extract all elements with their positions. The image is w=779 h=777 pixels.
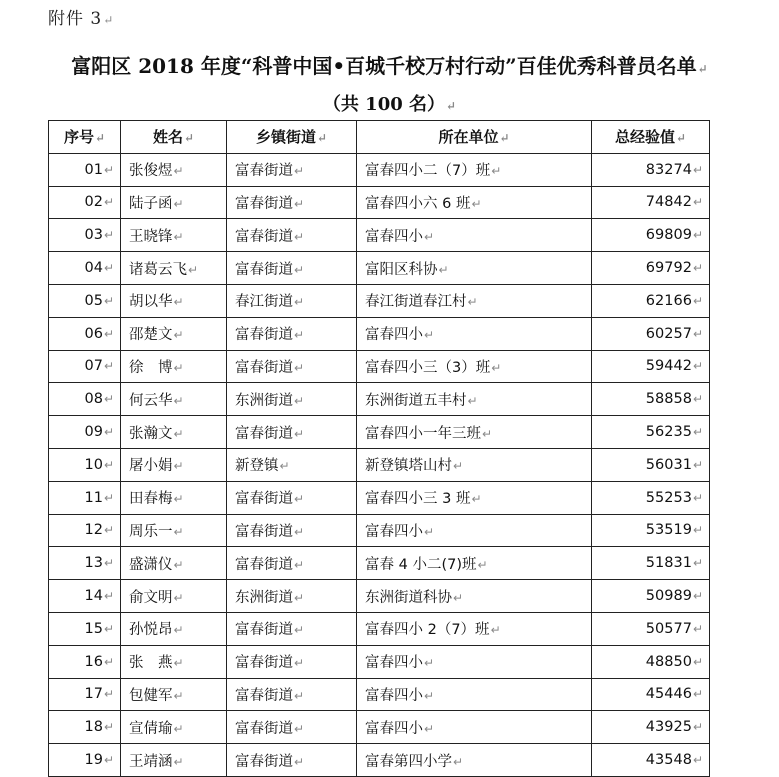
cell-town-text: 东洲街道 (235, 589, 293, 606)
cell-number: 16↵ (49, 645, 121, 678)
cell-name-text: 田春梅 (129, 491, 173, 508)
cell-score: 55253↵ (592, 481, 710, 514)
cell-town: 富春街道↵ (227, 153, 357, 186)
table-row (49, 317, 710, 350)
table-row (49, 153, 710, 186)
cell-number: 12↵ (49, 514, 121, 547)
cell-score-text: 43925 (645, 719, 692, 736)
cell-unit: 富春四小 2（7）班↵ (357, 612, 592, 645)
cell-score-text: 45446 (645, 686, 692, 703)
cell-number-text: 04 (84, 260, 103, 277)
cell-score-text: 60257 (645, 325, 692, 342)
cell-town-text: 富春街道 (235, 327, 293, 344)
cell-town: 富春街道↵ (227, 219, 357, 252)
cell-town-text: 富春街道 (235, 228, 293, 245)
cell-name-text: 包健军 (129, 687, 173, 704)
cell-number: 19↵ (49, 744, 121, 777)
header-name: 姓名↵ (121, 121, 227, 154)
cell-name: 周乐一↵ (121, 514, 227, 547)
cell-unit-text: 东洲街道科协 (365, 589, 452, 606)
cell-town-text: 富春街道 (235, 720, 293, 737)
cell-score: 69809↵ (592, 219, 710, 252)
cell-name: 屠小娟↵ (121, 448, 227, 481)
cell-number-text: 07 (84, 358, 103, 375)
cell-number-text: 15 (84, 620, 103, 637)
document-subtitle: （共 100 名）↵ (322, 94, 457, 115)
cell-number-text: 13 (84, 555, 103, 572)
cell-score-text: 69792 (645, 260, 692, 277)
cell-name: 张俊煜↵ (121, 153, 227, 186)
cell-town: 富春街道↵ (227, 678, 357, 711)
cell-number: 13↵ (49, 547, 121, 580)
cell-name-text: 诸葛云飞 (129, 261, 187, 278)
cell-town: 富春街道↵ (227, 547, 357, 580)
cell-name: 包健军↵ (121, 678, 227, 711)
cell-name: 张 燕↵ (121, 645, 227, 678)
cell-number: 07↵ (49, 350, 121, 383)
cell-town-text: 富春街道 (235, 261, 293, 278)
cell-score: 50577↵ (592, 612, 710, 645)
cell-number: 04↵ (49, 252, 121, 285)
cell-town: 富春街道↵ (227, 514, 357, 547)
cell-number: 10↵ (49, 448, 121, 481)
cell-number: 08↵ (49, 383, 121, 416)
cell-name-text: 屠小娟 (129, 458, 173, 475)
cell-number-text: 14 (84, 588, 103, 605)
cell-name-text: 张俊煜 (129, 163, 173, 180)
cell-name-text: 张瀚文 (129, 425, 173, 442)
cell-unit-text: 富春四小 (365, 720, 423, 737)
cell-town-text: 春江街道 (235, 294, 293, 311)
cell-name-text: 邵楚文 (129, 327, 173, 344)
cell-name: 张瀚文↵ (121, 416, 227, 449)
cell-town: 富春街道↵ (227, 481, 357, 514)
honor-roll-table (48, 120, 710, 777)
cell-number: 17↵ (49, 678, 121, 711)
cell-name: 邵楚文↵ (121, 317, 227, 350)
cell-score-text: 56031 (645, 456, 692, 473)
cell-score: 62166↵ (592, 284, 710, 317)
annex-label: 附件 3↵ (48, 9, 115, 29)
cell-score: 60257↵ (592, 317, 710, 350)
header-number: 序号↵ (49, 121, 121, 154)
cell-score: 43548↵ (592, 744, 710, 777)
cell-name: 宣倩瑜↵ (121, 711, 227, 744)
table-row (49, 744, 710, 777)
cell-unit: 富阳区科协↵ (357, 252, 592, 285)
cell-number: 15↵ (49, 612, 121, 645)
cell-score-text: 43548 (645, 752, 692, 769)
table-row (49, 448, 710, 481)
cell-unit: 东洲街道五丰村↵ (357, 383, 592, 416)
cell-name: 王靖涵↵ (121, 744, 227, 777)
cell-town-text: 东洲街道 (235, 392, 293, 409)
cell-score-text: 69809 (645, 227, 692, 244)
cell-name: 陆子函↵ (121, 186, 227, 219)
cell-unit: 富春第四小学↵ (357, 744, 592, 777)
cell-score: 51831↵ (592, 547, 710, 580)
cell-unit: 富春四小六 6 班↵ (357, 186, 592, 219)
cell-town: 东洲街道↵ (227, 580, 357, 613)
cell-name: 孙悦昂↵ (121, 612, 227, 645)
cell-score: 56031↵ (592, 448, 710, 481)
cell-town: 富春街道↵ (227, 350, 357, 383)
cell-town-text: 富春街道 (235, 195, 293, 212)
cell-score-text: 48850 (645, 653, 692, 670)
cell-score-text: 53519 (645, 522, 692, 539)
cell-score: 59442↵ (592, 350, 710, 383)
cell-number-text: 09 (84, 424, 103, 441)
cell-unit: 富春四小三（3）班↵ (357, 350, 592, 383)
cell-score: 53519↵ (592, 514, 710, 547)
cell-unit: 富春四小↵ (357, 711, 592, 744)
cell-score-text: 51831 (645, 555, 692, 572)
cell-town: 富春街道↵ (227, 186, 357, 219)
table-header-row (49, 121, 710, 154)
cell-number-text: 16 (84, 653, 103, 670)
cell-unit-text: 富春四小 2（7）班 (365, 622, 490, 639)
cell-town-text: 富春街道 (235, 556, 293, 573)
cell-number-text: 05 (84, 292, 103, 309)
cell-unit-text: 富春四小六 6 班 (365, 195, 471, 212)
cell-number-text: 12 (84, 522, 103, 539)
cell-town-text: 富春街道 (235, 687, 293, 704)
cell-number: 11↵ (49, 481, 121, 514)
cell-score: 43925↵ (592, 711, 710, 744)
cell-unit-text: 富春四小一年三班 (365, 425, 481, 442)
cell-number: 02↵ (49, 186, 121, 219)
cell-number-text: 19 (84, 752, 103, 769)
cell-name-text: 周乐一 (129, 523, 173, 540)
cell-name-text: 陆子函 (129, 195, 173, 212)
cell-unit: 富春四小↵ (357, 219, 592, 252)
table-row (49, 678, 710, 711)
cell-score-text: 59442 (645, 358, 692, 375)
cell-number-text: 18 (84, 719, 103, 736)
cell-number-text: 01 (84, 161, 103, 178)
cell-unit: 富春四小↵ (357, 317, 592, 350)
cell-name-text: 何云华 (129, 392, 173, 409)
cell-unit-text: 富春四小三 3 班 (365, 491, 471, 508)
cell-unit-text: 富春四小 (365, 687, 423, 704)
table-row (49, 580, 710, 613)
cell-number: 05↵ (49, 284, 121, 317)
cell-name-text: 孙悦昂 (129, 622, 173, 639)
cell-town-text: 新登镇 (235, 458, 279, 475)
cell-unit: 富春四小一年三班↵ (357, 416, 592, 449)
cell-town-text: 富春街道 (235, 523, 293, 540)
table-row (49, 252, 710, 285)
cell-score-text: 50989 (645, 588, 692, 605)
cell-unit: 新登镇塔山村↵ (357, 448, 592, 481)
cell-number-text: 11 (84, 489, 103, 506)
cell-town-text: 富春街道 (235, 359, 293, 376)
cell-town-text: 富春街道 (235, 163, 293, 180)
cell-unit-text: 东洲街道五丰村 (365, 392, 467, 409)
cell-name-text: 徐 博 (129, 359, 173, 376)
cell-name-text: 俞文明 (129, 589, 173, 606)
cell-number-text: 02 (84, 194, 103, 211)
cell-score-text: 50577 (645, 620, 692, 637)
cell-unit: 富春四小二（7）班↵ (357, 153, 592, 186)
table-row (49, 514, 710, 547)
cell-name: 王晓锋↵ (121, 219, 227, 252)
table-row (49, 547, 710, 580)
cell-town: 春江街道↵ (227, 284, 357, 317)
cell-name: 何云华↵ (121, 383, 227, 416)
cell-name-text: 张 燕 (129, 655, 173, 672)
table-row (49, 350, 710, 383)
cell-unit: 春江街道春江村↵ (357, 284, 592, 317)
cell-name-text: 宣倩瑜 (129, 720, 173, 737)
cell-name: 俞文明↵ (121, 580, 227, 613)
cell-unit-text: 富春四小 (365, 523, 423, 540)
cell-town: 富春街道↵ (227, 711, 357, 744)
cell-name-text: 王晓锋 (129, 228, 173, 245)
cell-unit-text: 富春四小二（7）班 (365, 163, 491, 180)
cell-name: 徐 博↵ (121, 350, 227, 383)
cell-number-text: 17 (84, 686, 103, 703)
cell-unit-text: 富春 4 小二(7)班 (365, 556, 477, 573)
cell-unit: 富春四小↵ (357, 645, 592, 678)
cell-score: 69792↵ (592, 252, 710, 285)
header-unit: 所在单位↵ (357, 121, 592, 154)
cell-number: 03↵ (49, 219, 121, 252)
cell-town-text: 富春街道 (235, 622, 293, 639)
cell-unit-text: 富春四小 (365, 655, 423, 672)
table-row (49, 612, 710, 645)
cell-name: 田春梅↵ (121, 481, 227, 514)
cell-unit-text: 富阳区科协 (365, 261, 438, 278)
cell-town: 东洲街道↵ (227, 383, 357, 416)
cell-unit-text: 富春四小 (365, 228, 423, 245)
cell-name-text: 王靖涵 (129, 753, 173, 770)
cell-number: 09↵ (49, 416, 121, 449)
cell-number: 06↵ (49, 317, 121, 350)
table-row (49, 481, 710, 514)
cell-name-text: 盛潇仪 (129, 556, 173, 573)
cell-unit: 东洲街道科协↵ (357, 580, 592, 613)
cell-score-text: 74842 (645, 194, 692, 211)
cell-score-text: 58858 (645, 391, 692, 408)
cell-town: 富春街道↵ (227, 252, 357, 285)
cell-number: 01↵ (49, 153, 121, 186)
cell-score: 83274↵ (592, 153, 710, 186)
cell-town-text: 富春街道 (235, 491, 293, 508)
cell-town: 富春街道↵ (227, 612, 357, 645)
cell-unit-text: 春江街道春江村 (365, 294, 467, 311)
cell-unit-text: 新登镇塔山村 (365, 458, 452, 475)
cell-score: 45446↵ (592, 678, 710, 711)
cell-town: 富春街道↵ (227, 317, 357, 350)
table-row (49, 383, 710, 416)
cell-score-text: 83274 (645, 161, 692, 178)
header-score: 总经验值↵ (592, 121, 710, 154)
table-row (49, 645, 710, 678)
cell-score: 50989↵ (592, 580, 710, 613)
cell-number: 18↵ (49, 711, 121, 744)
cell-town: 新登镇↵ (227, 448, 357, 481)
cell-score: 74842↵ (592, 186, 710, 219)
cell-name: 盛潇仪↵ (121, 547, 227, 580)
table-row (49, 416, 710, 449)
cell-number-text: 06 (84, 325, 103, 342)
document-title: 富阳区 2018 年度“科普中国•百城千校万村行动”百佳优秀科普员名单↵ (71, 54, 708, 78)
cell-score: 56235↵ (592, 416, 710, 449)
header-town: 乡镇街道↵ (227, 121, 357, 154)
cell-name-text: 胡以华 (129, 294, 173, 311)
cell-unit-text: 富春第四小学 (365, 753, 452, 770)
cell-number-text: 10 (84, 456, 103, 473)
cell-number: 14↵ (49, 580, 121, 613)
cell-score-text: 55253 (645, 489, 692, 506)
cell-town-text: 富春街道 (235, 753, 293, 770)
table-row (49, 711, 710, 744)
cell-score-text: 56235 (645, 424, 692, 441)
table-row (49, 219, 710, 252)
cell-town-text: 富春街道 (235, 655, 293, 672)
table-row (49, 186, 710, 219)
cell-score: 58858↵ (592, 383, 710, 416)
cell-number-text: 08 (84, 391, 103, 408)
cell-name: 诸葛云飞↵ (121, 252, 227, 285)
cell-score: 48850↵ (592, 645, 710, 678)
cell-town-text: 富春街道 (235, 425, 293, 442)
cell-unit-text: 富春四小三（3）班 (365, 359, 491, 376)
cell-town: 富春街道↵ (227, 645, 357, 678)
cell-town: 富春街道↵ (227, 416, 357, 449)
cell-unit: 富春四小↵ (357, 678, 592, 711)
cell-number-text: 03 (84, 227, 103, 244)
table-row (49, 284, 710, 317)
cell-name: 胡以华↵ (121, 284, 227, 317)
cell-town: 富春街道↵ (227, 744, 357, 777)
cell-unit: 富春四小三 3 班↵ (357, 481, 592, 514)
cell-unit: 富春四小↵ (357, 514, 592, 547)
cell-unit: 富春 4 小二(7)班↵ (357, 547, 592, 580)
cell-unit-text: 富春四小 (365, 327, 423, 344)
cell-score-text: 62166 (645, 292, 692, 309)
